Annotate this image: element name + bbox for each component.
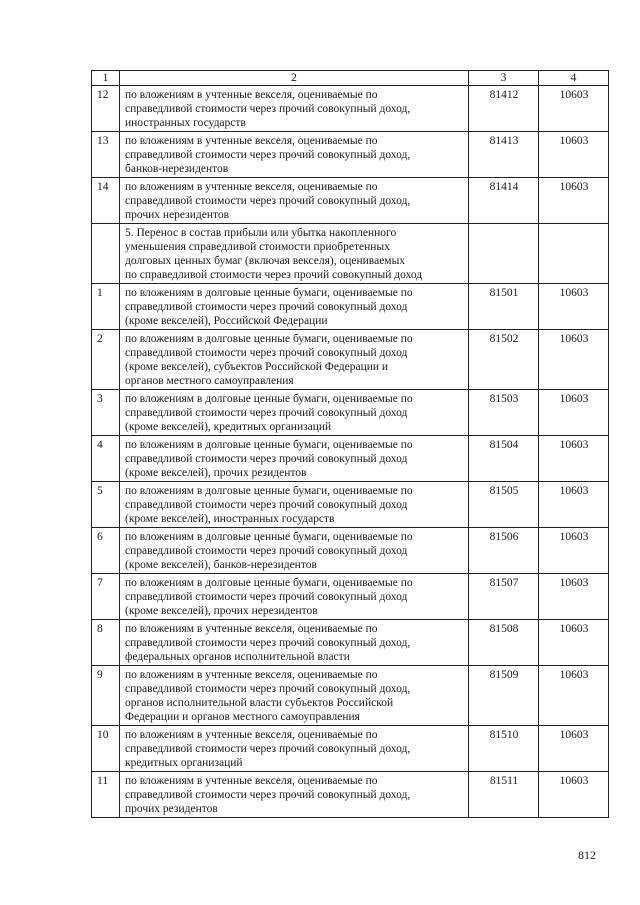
linked-account-cell: 10603 bbox=[539, 132, 609, 178]
account-code-cell: 81413 bbox=[469, 132, 539, 178]
linked-account-cell: 10603 bbox=[539, 574, 609, 620]
account-code-cell: 81511 bbox=[469, 772, 539, 818]
table-row bbox=[92, 284, 609, 330]
account-code-cell: 81509 bbox=[469, 666, 539, 726]
linked-account-cell: 10603 bbox=[539, 482, 609, 528]
table-row bbox=[92, 726, 609, 772]
linked-account-cell: 10603 bbox=[539, 178, 609, 224]
page-number: 812 bbox=[578, 848, 596, 862]
description-cell: по вложениям в учтенные векселя, оцениваемые по справедливой стоимости через прочий совокупный доход, прочих нерезидентов bbox=[120, 178, 469, 224]
header-cell-1: 1 bbox=[92, 71, 120, 86]
table-row bbox=[92, 330, 609, 390]
account-code-cell: 81503 bbox=[469, 390, 539, 436]
table-body bbox=[92, 71, 609, 818]
row-number-cell: 6 bbox=[92, 528, 120, 574]
linked-account-cell: 10603 bbox=[539, 390, 609, 436]
table-row bbox=[92, 390, 609, 436]
description-cell: по вложениям в долговые ценные бумаги, оцениваемые по справедливой стоимости через прочий совокупный доход (кроме векселей), субъектов Российской Федерации и органов местного самоуправления bbox=[120, 330, 469, 390]
account-code-cell: 81412 bbox=[469, 86, 539, 132]
table-header-row bbox=[92, 71, 609, 86]
account-code-cell: 81508 bbox=[469, 620, 539, 666]
linked-account-cell: 10603 bbox=[539, 528, 609, 574]
row-number-cell: 1 bbox=[92, 284, 120, 330]
table-row bbox=[92, 132, 609, 178]
row-number-cell bbox=[92, 224, 120, 284]
table-row bbox=[92, 528, 609, 574]
table-row bbox=[92, 574, 609, 620]
table-row bbox=[92, 666, 609, 726]
description-cell: 5. Перенос в состав прибыли или убытка накопленного уменьшения справедливой стоимости приобретенных долговых ценных бумаг (включая векселя), оцениваемых по справедливой стоимости через прочий совокупный доход bbox=[120, 224, 469, 284]
linked-account-cell: 10603 bbox=[539, 620, 609, 666]
row-number-cell: 14 bbox=[92, 178, 120, 224]
row-number-cell: 11 bbox=[92, 772, 120, 818]
linked-account-cell: 10603 bbox=[539, 86, 609, 132]
account-code-cell: 81507 bbox=[469, 574, 539, 620]
account-code-cell: 81505 bbox=[469, 482, 539, 528]
row-number-cell: 4 bbox=[92, 436, 120, 482]
row-number-cell: 3 bbox=[92, 390, 120, 436]
row-number-cell: 10 bbox=[92, 726, 120, 772]
description-cell: по вложениям в учтенные векселя, оцениваемые по справедливой стоимости через прочий совокупный доход, органов исполнительной власти субъектов Российской Федерации и органов местного самоуправления bbox=[120, 666, 469, 726]
row-number-cell: 9 bbox=[92, 666, 120, 726]
linked-account-cell: 10603 bbox=[539, 726, 609, 772]
description-cell: по вложениям в долговые ценные бумаги, оцениваемые по справедливой стоимости через прочий совокупный доход (кроме векселей), прочих резидентов bbox=[120, 436, 469, 482]
row-number-cell: 2 bbox=[92, 330, 120, 390]
header-cell-2: 2 bbox=[120, 71, 469, 86]
row-number-cell: 12 bbox=[92, 86, 120, 132]
description-cell: по вложениям в долговые ценные бумаги, оцениваемые по справедливой стоимости через прочий совокупный доход (кроме векселей), прочих нерезидентов bbox=[120, 574, 469, 620]
accounts-table bbox=[91, 70, 609, 818]
table-row bbox=[92, 178, 609, 224]
description-cell: по вложениям в долговые ценные бумаги, оцениваемые по справедливой стоимости через прочий совокупный доход (кроме векселей), иностранных государств bbox=[120, 482, 469, 528]
row-number-cell: 7 bbox=[92, 574, 120, 620]
description-cell: по вложениям в учтенные векселя, оцениваемые по справедливой стоимости через прочий совокупный доход, прочих резидентов bbox=[120, 772, 469, 818]
account-code-cell: 81510 bbox=[469, 726, 539, 772]
description-cell: по вложениям в долговые ценные бумаги, оцениваемые по справедливой стоимости через прочий совокупный доход (кроме векселей), Российской Федерации bbox=[120, 284, 469, 330]
linked-account-cell: 10603 bbox=[539, 666, 609, 726]
row-number-cell: 5 bbox=[92, 482, 120, 528]
description-cell: по вложениям в учтенные векселя, оцениваемые по справедливой стоимости через прочий совокупный доход, федеральных органов исполнительной власти bbox=[120, 620, 469, 666]
account-code-cell: 81504 bbox=[469, 436, 539, 482]
header-cell-4: 4 bbox=[539, 71, 609, 86]
table-row bbox=[92, 620, 609, 666]
linked-account-cell: 10603 bbox=[539, 436, 609, 482]
row-number-cell: 8 bbox=[92, 620, 120, 666]
description-cell: по вложениям в учтенные векселя, оцениваемые по справедливой стоимости через прочий совокупный доход, иностранных государств bbox=[120, 86, 469, 132]
table-row bbox=[92, 86, 609, 132]
description-cell: по вложениям в учтенные векселя, оцениваемые по справедливой стоимости через прочий совокупный доход, банков-нерезидентов bbox=[120, 132, 469, 178]
description-cell: по вложениям в учтенные векселя, оцениваемые по справедливой стоимости через прочий совокупный доход, кредитных организаций bbox=[120, 726, 469, 772]
table-row bbox=[92, 436, 609, 482]
account-code-cell: 81501 bbox=[469, 284, 539, 330]
linked-account-cell: 10603 bbox=[539, 330, 609, 390]
header-cell-3: 3 bbox=[469, 71, 539, 86]
linked-account-cell: 10603 bbox=[539, 284, 609, 330]
linked-account-cell: 10603 bbox=[539, 772, 609, 818]
account-code-cell bbox=[469, 224, 539, 284]
table-row bbox=[92, 482, 609, 528]
account-code-cell: 81414 bbox=[469, 178, 539, 224]
table-row bbox=[92, 772, 609, 818]
linked-account-cell bbox=[539, 224, 609, 284]
section-heading-row bbox=[92, 224, 609, 284]
row-number-cell: 13 bbox=[92, 132, 120, 178]
description-cell: по вложениям в долговые ценные бумаги, оцениваемые по справедливой стоимости через прочий совокупный доход (кроме векселей), кредитных организаций bbox=[120, 390, 469, 436]
account-code-cell: 81506 bbox=[469, 528, 539, 574]
description-cell: по вложениям в долговые ценные бумаги, оцениваемые по справедливой стоимости через прочий совокупный доход (кроме векселей), банков-нерезидентов bbox=[120, 528, 469, 574]
account-code-cell: 81502 bbox=[469, 330, 539, 390]
